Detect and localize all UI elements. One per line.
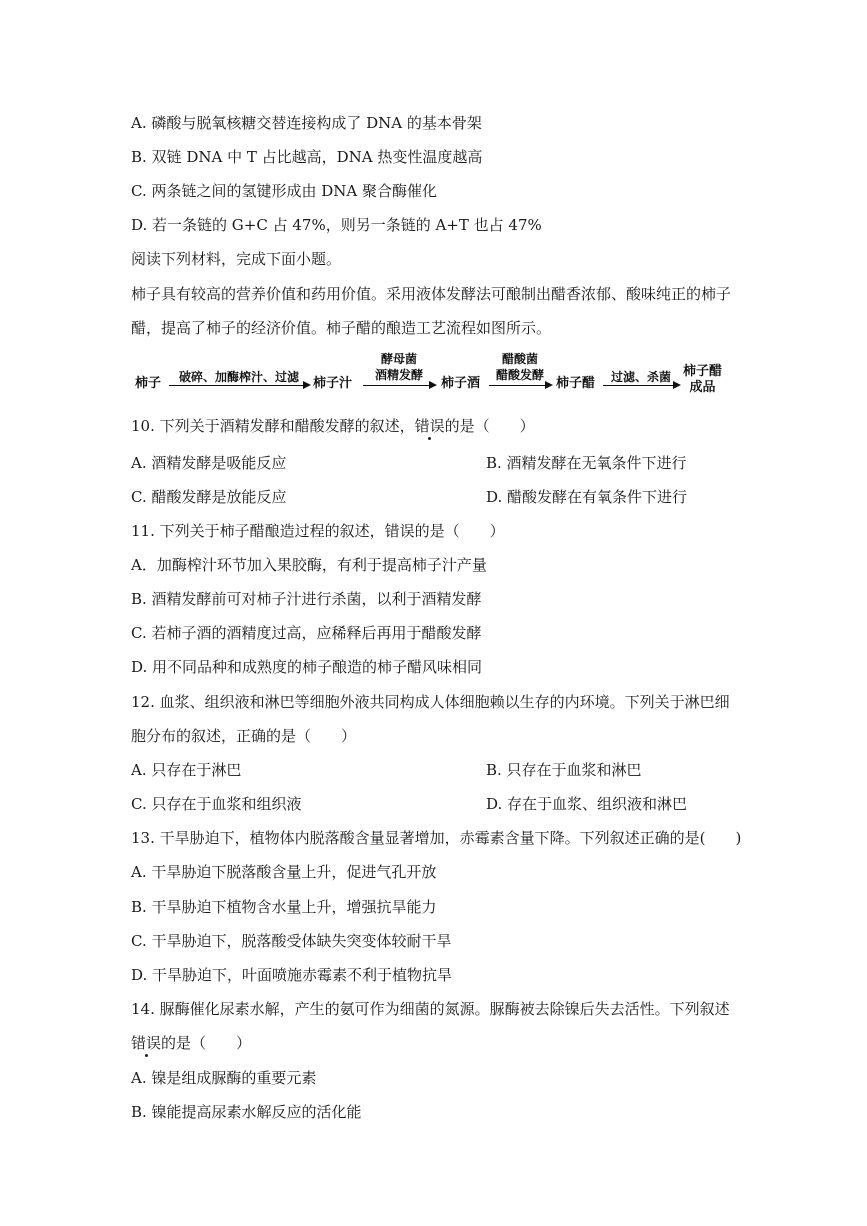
question-11-option-a: A．加酶榨汁环节加入果胶酶，有利于提高柿子汁产量 bbox=[131, 556, 487, 574]
question-10-stem-a: 10. 下列关于酒精发酵和醋酸发酵的叙述， bbox=[131, 417, 415, 435]
flow-node-juice: 柿子汁 bbox=[313, 376, 353, 391]
question-11-option-d: D. 用不同品种和成熟度的柿子酿造的柿子醋风味相同 bbox=[131, 658, 483, 676]
option-d-dna: D. 若一条链的 G+C 占 47%，则另一条链的 A+T 也占 47% bbox=[131, 216, 542, 234]
flow-node-final-product bbox=[683, 364, 722, 396]
question-10-option-c: C. 醋酸发酵是放能反应 bbox=[131, 488, 287, 506]
question-13-stem: 13. 干旱胁迫下，植物体内脱落酸含量显著增加，赤霉素含量下降。下列叙述正确的是( ) bbox=[131, 829, 742, 847]
question-14-stem-line1: 14. 脲酶催化尿素水解，产生的氨可作为细菌的氮源。脲酶被去除镍后失去活性。下列叙述 bbox=[131, 1000, 730, 1018]
question-11-option-b: B. 酒精发酵前可对柿子汁进行杀菌，以利于酒精发酵 bbox=[131, 590, 482, 608]
question-12-option-a: A. 只存在于淋巴 bbox=[131, 761, 242, 779]
flow-arrow-2 bbox=[363, 385, 435, 386]
flow-arrow-3 bbox=[489, 385, 551, 386]
question-10-option-d: D. 醋酸发酵在有氧条件下进行 bbox=[486, 488, 688, 506]
material-paragraph-line1: 柿子具有较高的营养价值和药用价值。采用液体发酵法可酿制出醋香浓郁、酸味纯正的柿子 bbox=[131, 285, 732, 303]
question-12-option-d: D. 存在于血浆、组织液和淋巴 bbox=[486, 795, 688, 813]
question-14-option-a: A. 镍是组成脲酶的重要元素 bbox=[131, 1069, 317, 1087]
question-12-option-c: C. 只存在于血浆和组织液 bbox=[131, 795, 302, 813]
reading-instruction: 阅读下列材料，完成下面小题。 bbox=[131, 250, 342, 268]
flow-node-wine: 柿子酒 bbox=[441, 376, 481, 391]
flow-label-acetic-fermentation: 醋酸发酵 bbox=[495, 368, 544, 382]
flow-label-alcohol-fermentation: 酒精发酵 bbox=[374, 368, 423, 382]
flow-node-final-line2: 成品 bbox=[689, 380, 716, 395]
question-14-stem-b: 的是（ ） bbox=[161, 1034, 252, 1052]
flow-arrow-1 bbox=[169, 385, 309, 386]
question-13-option-b: B. 干旱胁迫下植物含水量上升，增强抗旱能力 bbox=[131, 898, 437, 916]
question-14-option-b: B. 镍能提高尿素水解反应的活化能 bbox=[131, 1103, 362, 1121]
question-14-stem-line2 bbox=[131, 1033, 251, 1053]
question-12-stem-line2: 胞分布的叙述，正确的是（ ） bbox=[131, 727, 357, 745]
flow-label-acetobacter: 醋酸菌 bbox=[501, 352, 538, 366]
question-12-stem-line1: 12. 血浆、组织液和淋巴等细胞外液共同构成人体细胞赖以生存的内环境。下列关于淋巴细 bbox=[131, 693, 730, 711]
question-13-option-a: A. 干旱胁迫下脱落酸含量上升，促进气孔开放 bbox=[131, 863, 437, 881]
question-10-option-b: B. 酒精发酵在无氧条件下进行 bbox=[486, 454, 687, 472]
flow-node-final-line1: 柿子醋 bbox=[683, 364, 723, 379]
flow-node-vinegar: 柿子醋 bbox=[556, 376, 596, 391]
option-a-dna: A. 磷酸与脱氧核糖交替连接构成了 DNA 的基本骨架 bbox=[131, 114, 482, 132]
material-paragraph-line2: 醋，提高了柿子的经济价值。柿子醋的酿造工艺流程如图所示。 bbox=[131, 319, 552, 337]
process-flow-diagram bbox=[131, 350, 731, 396]
question-10-stem-b: 的是（ ） bbox=[444, 417, 535, 435]
question-10-emphasis: 错误 bbox=[414, 417, 445, 435]
question-14-emphasis: 错误 bbox=[131, 1034, 162, 1052]
flow-label-filter-sterilize: 过滤、杀菌 bbox=[610, 370, 671, 384]
flow-arrow-4 bbox=[603, 385, 679, 386]
question-10-option-a: A. 酒精发酵是吸能反应 bbox=[131, 454, 287, 472]
question-11-option-c: C. 若柿子酒的酒精度过高，应稀释后再用于醋酸发酵 bbox=[131, 624, 482, 642]
flow-node-persimmon: 柿子 bbox=[135, 376, 162, 391]
question-11-stem: 11. 下列关于柿子醋酿造过程的叙述，错误的是（ ） bbox=[131, 522, 505, 540]
option-b-dna: B. 双链 DNA 中 T 占比越高，DNA 热变性温度越高 bbox=[131, 148, 483, 166]
question-12-option-b: B. 只存在于血浆和淋巴 bbox=[486, 761, 642, 779]
option-c-dna: C. 两条链之间的氢键形成由 DNA 聚合酶催化 bbox=[131, 182, 438, 200]
flow-label-crush: 破碎、加酶榨汁、过滤 bbox=[178, 370, 299, 384]
flow-label-yeast: 酵母菌 bbox=[380, 352, 417, 366]
question-13-option-d: D. 干旱胁迫下，叶面喷施赤霉素不利于植物抗旱 bbox=[131, 966, 453, 984]
question-10-stem bbox=[131, 416, 535, 436]
question-13-option-c: C. 干旱胁迫下，脱落酸受体缺失突变体较耐干旱 bbox=[131, 932, 452, 950]
